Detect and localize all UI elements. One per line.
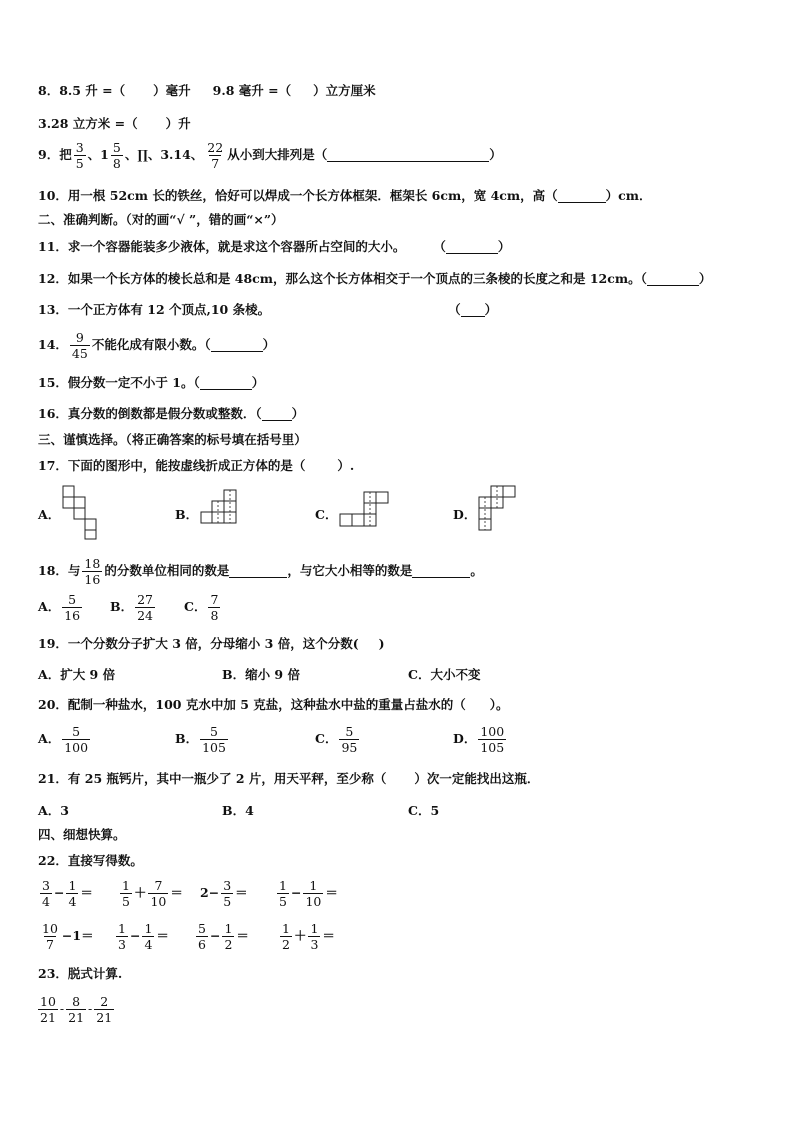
- q17-option-d-label[interactable]: D．: [453, 507, 477, 522]
- q22-item-3: 2− $\frac{3}{5}$ ＝: [200, 878, 248, 909]
- q15-close: ）: [251, 375, 265, 390]
- q20-option-d-label: D．: [453, 731, 477, 746]
- q18-option-c[interactable]: [184, 592, 222, 623]
- q18-line: [38, 556, 483, 587]
- q11-open: （: [433, 239, 446, 254]
- q20-option-c[interactable]: [315, 724, 361, 755]
- q18-text-c: 。: [470, 563, 483, 578]
- q8-text-e: 3.28 立方米 =（: [38, 116, 138, 131]
- q9-close: ）: [489, 147, 502, 162]
- q15-text: 15．假分数一定不小于 1。（: [38, 375, 200, 390]
- q10-line: [38, 187, 651, 205]
- q20-option-a[interactable]: [38, 724, 92, 755]
- q14-fraction: $\frac{9}{45}$: [71, 330, 88, 361]
- q11-close: ）: [497, 239, 511, 254]
- q22-item-8: $\frac{1}{2}$ ＋ $\frac{1}{3}$ ＝: [282, 921, 335, 952]
- q14-text: 不能化成有限小数。（: [91, 337, 211, 352]
- cube-net-d: [475, 484, 519, 540]
- q20-option-b-fraction: $\frac{5}{105}$: [202, 724, 226, 755]
- q14-close: ）: [262, 337, 276, 352]
- q18-option-a-fraction: $\frac{5}{16}$: [64, 592, 81, 623]
- q8-text-b: ）毫升: [153, 83, 191, 98]
- q16-text: 16．真分数的倒数都是假分数或整数．（: [38, 406, 262, 421]
- q9-mid: 、∏、3.14、: [124, 147, 204, 162]
- q9-line: [38, 140, 502, 171]
- q22-item-2: $\frac{1}{5}$ ＋ $\frac{7}{10}$ ＝: [122, 878, 183, 909]
- q17-option-c-label[interactable]: C．: [315, 507, 338, 522]
- q18-option-a[interactable]: [38, 592, 84, 623]
- q18-fraction: $\frac{18}{16}$: [84, 556, 101, 587]
- q9-suffix: 从小到大排列是（: [227, 147, 328, 162]
- q19-option-a[interactable]: A．扩大 9 倍: [38, 667, 116, 682]
- q18-option-b-fraction: $\frac{27}{24}$: [137, 592, 153, 623]
- q19-tail: ): [378, 636, 385, 651]
- q16-answer-blank[interactable]: [262, 406, 292, 421]
- q12-close: ）: [698, 271, 712, 286]
- q22-item-4: $\frac{1}{5}$ − $\frac{1}{10}$ ＝: [279, 878, 338, 909]
- q19-text: 19．一个分数分子扩大 3 倍，分母缩小 3 倍，这个分数(: [38, 636, 359, 651]
- q10-tail: ）cm．: [605, 188, 652, 203]
- q8-text-f: ）升: [165, 116, 191, 131]
- q17-line: [38, 457, 354, 475]
- q12-answer-blank[interactable]: [647, 271, 699, 286]
- q9-prefix: 9．把: [38, 147, 72, 162]
- q12-text: 12．如果一个长方体的棱长总和是 48cm，那么这个长方体相交于一个顶点的三条棱的长度之和是 12cm。（: [38, 271, 647, 286]
- q20-text: 20．配制一种盐水，100 克水中加 5 克盐，这种盐水中盐的重量占盐水的（: [38, 697, 466, 712]
- cube-net-b: [198, 488, 246, 534]
- q20-option-a-fraction: $\frac{5}{100}$: [64, 724, 89, 755]
- q8-line1: [38, 82, 376, 100]
- q21-line: [38, 770, 539, 788]
- q8-text-d: ）立方厘米: [313, 83, 376, 98]
- q18-blank-1[interactable]: [229, 563, 287, 578]
- q14-answer-blank[interactable]: [211, 337, 263, 352]
- q14-prefix: 14．: [38, 337, 68, 352]
- q22-title: 22．直接写得数。: [38, 853, 143, 868]
- q21-option-b[interactable]: B．4: [222, 803, 254, 818]
- q19-option-c[interactable]: C．大小不变: [408, 667, 481, 682]
- q20-option-c-label: C．: [315, 731, 338, 746]
- cube-net-c: [336, 490, 390, 534]
- q20-option-a-label: A．: [38, 731, 61, 746]
- q18-option-c-label: C．: [184, 599, 207, 614]
- q9-answer-blank[interactable]: [327, 147, 489, 162]
- q13-answer-blank[interactable]: [461, 302, 485, 317]
- q22-item-5: $\frac{10}{7}$ −1＝: [42, 921, 94, 952]
- q8-text-a: 8．8.5 升 =（: [38, 83, 126, 98]
- q18-blank-2[interactable]: [412, 563, 470, 578]
- q13-text: 13．一个正方体有 12 个顶点,10 条棱。: [38, 302, 271, 317]
- q12-line: [38, 270, 711, 288]
- section-4-heading: 四、细想快算。: [38, 827, 126, 842]
- q9-sep: 、1: [87, 147, 109, 162]
- q14-line: [38, 330, 275, 361]
- q20-option-d-fraction: $\frac{100}{105}$: [480, 724, 505, 755]
- q18-option-a-label: A．: [38, 599, 61, 614]
- q19-line: [38, 635, 385, 653]
- q13-close: ）: [484, 302, 498, 317]
- q13-open: （: [448, 302, 461, 317]
- q15-line: [38, 374, 264, 392]
- q9-fraction-2: $\frac{5}{8}$: [112, 140, 121, 171]
- q21-option-a[interactable]: A．3: [38, 803, 69, 818]
- q18-text-a: 的分数单位相同的数是: [104, 563, 230, 578]
- q19-option-b[interactable]: B．缩小 9 倍: [222, 667, 300, 682]
- q23-title: 23．脱式计算.: [38, 966, 123, 981]
- q18-text-b: ，与它大小相等的数是: [287, 563, 413, 578]
- section-2-heading: 二、准确判断。（对的画“√ ”，错的画“×”）: [38, 212, 284, 227]
- q17-tail: ）.: [337, 458, 355, 473]
- q22-item-1: $\frac{3}{4}$ − $\frac{1}{4}$ ＝: [42, 878, 93, 909]
- q21-text: 21．有 25 瓶钙片，其中一瓶少了 2 片，用天平秤，至少称（: [38, 771, 387, 786]
- q11-text: 11．求一个容器能装多少液体，就是求这个容器所占空间的大小。: [38, 239, 406, 254]
- q16-close: ）: [291, 406, 305, 421]
- q8-text-c: 9.8 毫升 =（: [212, 83, 292, 98]
- q23-expression: $\frac{10}{21}$ - $\frac{8}{21}$ - $\frac{2}{21}$: [40, 994, 113, 1025]
- q22-item-6: $\frac{1}{3}$ − $\frac{1}{4}$ ＝: [118, 921, 169, 952]
- q10-text: 10．用一根 52cm 长的铁丝，恰好可以焊成一个长方体框架．框架长 6cm，宽 4cm，高（: [38, 188, 558, 203]
- q17-option-b-label[interactable]: B．: [175, 507, 199, 522]
- q20-option-b[interactable]: [175, 724, 230, 755]
- q17-text: 17．下面的图形中，能按虚线折成正方体的是（: [38, 458, 306, 473]
- q11-line: [38, 238, 510, 256]
- q18-option-c-fraction: $\frac{7}{8}$: [210, 592, 219, 623]
- q18-option-b[interactable]: [110, 592, 157, 623]
- q17-option-a-label[interactable]: A．: [38, 507, 61, 522]
- cube-net-a: [60, 484, 102, 540]
- q10-answer-blank[interactable]: [558, 188, 606, 203]
- q9-fraction-3: $\frac{22}{7}$: [207, 140, 224, 171]
- q20-option-b-label: B．: [175, 731, 199, 746]
- q16-line: [38, 405, 304, 423]
- q11-answer-blank[interactable]: [446, 239, 498, 254]
- q22-item-7: $\frac{5}{6}$ − $\frac{1}{2}$ ＝: [198, 921, 249, 952]
- q15-answer-blank[interactable]: [200, 375, 252, 390]
- q18-option-b-label: B．: [110, 599, 134, 614]
- q9-fraction-1: $\frac{3}{5}$: [75, 140, 84, 171]
- q20-line: [38, 696, 509, 714]
- q20-option-c-fraction: $\frac{5}{95}$: [341, 724, 358, 755]
- section-3-heading: 三、谨慎选择。（将正确答案的标号填在括号里）: [38, 432, 307, 447]
- q20-option-d[interactable]: [453, 724, 508, 755]
- q18-prefix: 18．与: [38, 563, 81, 578]
- q8-line2: [38, 115, 191, 133]
- q13-line: [38, 301, 497, 319]
- q21-option-c[interactable]: C．5: [408, 803, 440, 818]
- q21-tail: ）次一定能找出这瓶．: [414, 771, 540, 786]
- q20-tail: ）。: [489, 697, 509, 712]
